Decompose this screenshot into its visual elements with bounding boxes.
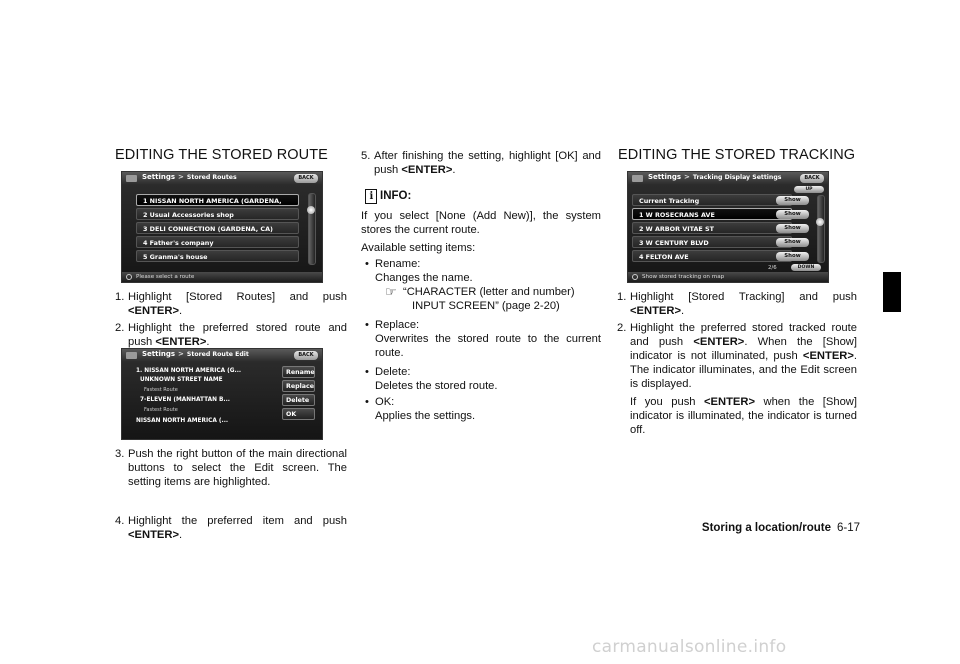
step-number: 3. [115, 448, 125, 460]
ok-button[interactable]: OK [282, 408, 315, 420]
settings-icon [126, 175, 137, 182]
replace-button[interactable]: Replace [282, 380, 315, 392]
crumb-root: Settings [648, 173, 682, 181]
step-text: Highlight the preferred stored route and push [128, 322, 347, 348]
route-list-item[interactable]: 1 NISSAN NORTH AMERICA (GARDENA, [136, 194, 299, 206]
page-number: 6-17 [836, 522, 860, 534]
step-text-end: . [452, 164, 456, 176]
stored-routes-screen [121, 171, 323, 283]
step-4 [115, 514, 347, 542]
available-items-label: Available setting items: [361, 242, 476, 254]
enter-key: <ENTER> [128, 305, 179, 317]
waypoint-line: UNKNOWN STREET NAME [140, 377, 223, 383]
item-name: Rename: [375, 258, 421, 270]
step-text: Highlight [Stored Tracking] and push [630, 291, 857, 303]
screen-breadcrumb [142, 350, 249, 358]
destination-line: NISSAN NORTH AMERICA (... [136, 418, 229, 424]
screen-breadcrumb [142, 173, 237, 181]
item-desc: Applies the settings. [375, 410, 476, 422]
screen-breadcrumb [648, 173, 781, 181]
crumb-separator: > [684, 173, 690, 181]
step-number: 4. [115, 515, 125, 527]
reference-pointer-icon: ☞ [385, 284, 397, 299]
setting-item-ok [365, 395, 601, 423]
scrollbar[interactable] [308, 193, 316, 265]
setting-item-replace [365, 318, 601, 360]
route-list-item[interactable]: 2 Usual Accessories shop [136, 208, 299, 220]
step-number: 5. [361, 150, 371, 162]
settings-icon [632, 175, 643, 182]
chapter-tab-marker [883, 272, 901, 312]
setting-item-rename [365, 257, 601, 285]
section-heading-stored-route: EDITING THE STORED ROUTE [115, 147, 328, 163]
screen-body [122, 185, 322, 282]
step-2 [617, 321, 857, 437]
status-bar [122, 272, 322, 282]
route-title: 1. NISSAN NORTH AMERICA (G... [136, 368, 242, 374]
step-text-end: . [178, 305, 183, 317]
enter-key: <ENTER> [704, 396, 755, 408]
item-name: Replace: [375, 319, 420, 331]
tracking-list-item[interactable]: 2 W ARBOR VITAE ST [632, 222, 792, 234]
enter-key: <ENTER> [128, 529, 179, 541]
step-text: If you push [630, 396, 696, 408]
step-2 [115, 321, 347, 349]
footer-section-title: Storing a location/route [701, 522, 831, 534]
item-desc: Deletes the stored route. [375, 380, 498, 392]
crumb-page: Stored Routes [186, 174, 237, 181]
screen-title-bar [628, 172, 828, 185]
page-footer [702, 522, 860, 534]
enter-key: <ENTER> [401, 164, 453, 176]
status-bar [628, 272, 828, 282]
step-text-end: . [206, 336, 210, 348]
rename-button[interactable]: Rename [282, 366, 315, 378]
crumb-root: Settings [142, 173, 176, 181]
bullet: • [365, 258, 369, 270]
crumb-root: Settings [142, 350, 176, 358]
watermark: carmanualsonline.info [592, 637, 787, 657]
back-button[interactable]: BACK [294, 351, 318, 360]
reference-text-2: INPUT SCREEN” (page 2-20) [412, 300, 560, 312]
route-list-item[interactable]: 5 Granma's house [136, 250, 299, 262]
back-button[interactable]: BACK [294, 174, 318, 183]
step-text: . The indicator illuminates, and the Edit screen is displayed. [630, 350, 858, 390]
tracking-list-item[interactable]: 3 W CENTURY BLVD [632, 236, 792, 248]
step-number: 2. [115, 322, 125, 334]
waypoint-line: 7-ELEVEN (MANHATTAN B... [140, 397, 230, 403]
screen-body [628, 185, 828, 282]
step-text: . When the [Show] indicator is not illuminated, push [630, 336, 857, 362]
down-button[interactable]: DOWN [791, 264, 821, 271]
info-label: INFO: [380, 190, 412, 202]
enter-key: <ENTER> [630, 305, 681, 317]
step-number: 2. [617, 322, 627, 334]
settings-icon [126, 352, 137, 359]
item-desc: Changes the name. [375, 272, 473, 284]
info-icon [632, 274, 638, 280]
show-button[interactable]: Show [776, 210, 809, 219]
crumb-separator: > [178, 173, 184, 181]
tracking-list-item[interactable]: 1 W ROSECRANS AVE [632, 208, 792, 220]
bullet: • [365, 366, 369, 378]
up-button[interactable]: UP [794, 186, 824, 193]
setting-item-delete [365, 365, 601, 393]
page-indicator: 2/6 [768, 265, 777, 271]
info-icon [365, 189, 377, 204]
screen-title-bar [122, 349, 322, 362]
item-name: OK: [375, 396, 395, 408]
back-button[interactable]: BACK [800, 174, 824, 183]
bullet: • [365, 396, 369, 408]
item-desc: Overwrites the stored route to the current route. [375, 333, 601, 359]
enter-key: <ENTER> [802, 350, 854, 362]
item-name: Delete: [375, 366, 411, 378]
scroll-knob[interactable] [816, 218, 824, 226]
route-type-line: Fastest Route [144, 387, 178, 393]
bullet: • [365, 319, 369, 331]
tracking-display-screen [627, 171, 829, 283]
delete-button[interactable]: Delete [282, 394, 315, 406]
tracking-list-item[interactable]: Current Tracking [632, 194, 792, 206]
show-button[interactable]: Show [776, 224, 809, 233]
status-text: Please select a route [136, 274, 195, 280]
step-number: 1. [617, 291, 627, 303]
scrollbar[interactable] [817, 195, 825, 263]
step-1 [115, 290, 347, 318]
step-text: Highlight the preferred stored tracked route and push [630, 322, 857, 348]
status-text: Show stored tracking on map [642, 274, 725, 280]
stored-route-edit-screen [121, 348, 323, 440]
step-text: Push the right button of the main directional buttons to select the Edit screen. The setting items are highlighted. [128, 448, 347, 488]
step-number: 1. [115, 291, 125, 303]
route-list-item[interactable]: 4 Father's company [136, 236, 299, 248]
show-button[interactable]: Show [776, 196, 809, 205]
info-text: If you select [None (Add New)], the system stores the current route. [361, 210, 601, 236]
crumb-separator: > [178, 350, 184, 358]
route-list-item[interactable]: 3 DELI CONNECTION (GARDENA, CA) [136, 222, 299, 234]
crumb-page: Tracking Display Settings [692, 174, 782, 181]
info-icon-glyph: i [369, 191, 374, 202]
show-button[interactable]: Show [776, 252, 809, 261]
step-3 [115, 447, 347, 489]
step-text-end: . [178, 529, 183, 541]
step-text: After finishing the setting, highlight [OK] and push [374, 150, 601, 176]
enter-key: <ENTER> [155, 336, 207, 348]
step-text: Highlight the preferred item and push [128, 515, 347, 527]
scroll-knob[interactable] [307, 206, 315, 214]
step-text: when the [Show] indicator is illuminated, the indicator is turned off. [630, 396, 857, 436]
route-type-line: Fastest Route [144, 407, 178, 413]
screen-body [122, 362, 322, 439]
info-icon [126, 274, 132, 280]
enter-key: <ENTER> [693, 336, 745, 348]
section-heading-stored-tracking: EDITING THE STORED TRACKING [618, 147, 856, 163]
crumb-page: Stored Route Edit [186, 351, 249, 358]
tracking-list-item[interactable]: 4 FELTON AVE [632, 250, 792, 262]
show-button[interactable]: Show [776, 238, 809, 247]
step-text-end: . [680, 305, 685, 317]
step-5 [361, 149, 601, 177]
reference-text-1: “CHARACTER (letter and number) [403, 286, 575, 298]
screen-title-bar [122, 172, 322, 185]
step-text: Highlight [Stored Routes] and push [128, 291, 347, 303]
step-1 [617, 290, 857, 318]
